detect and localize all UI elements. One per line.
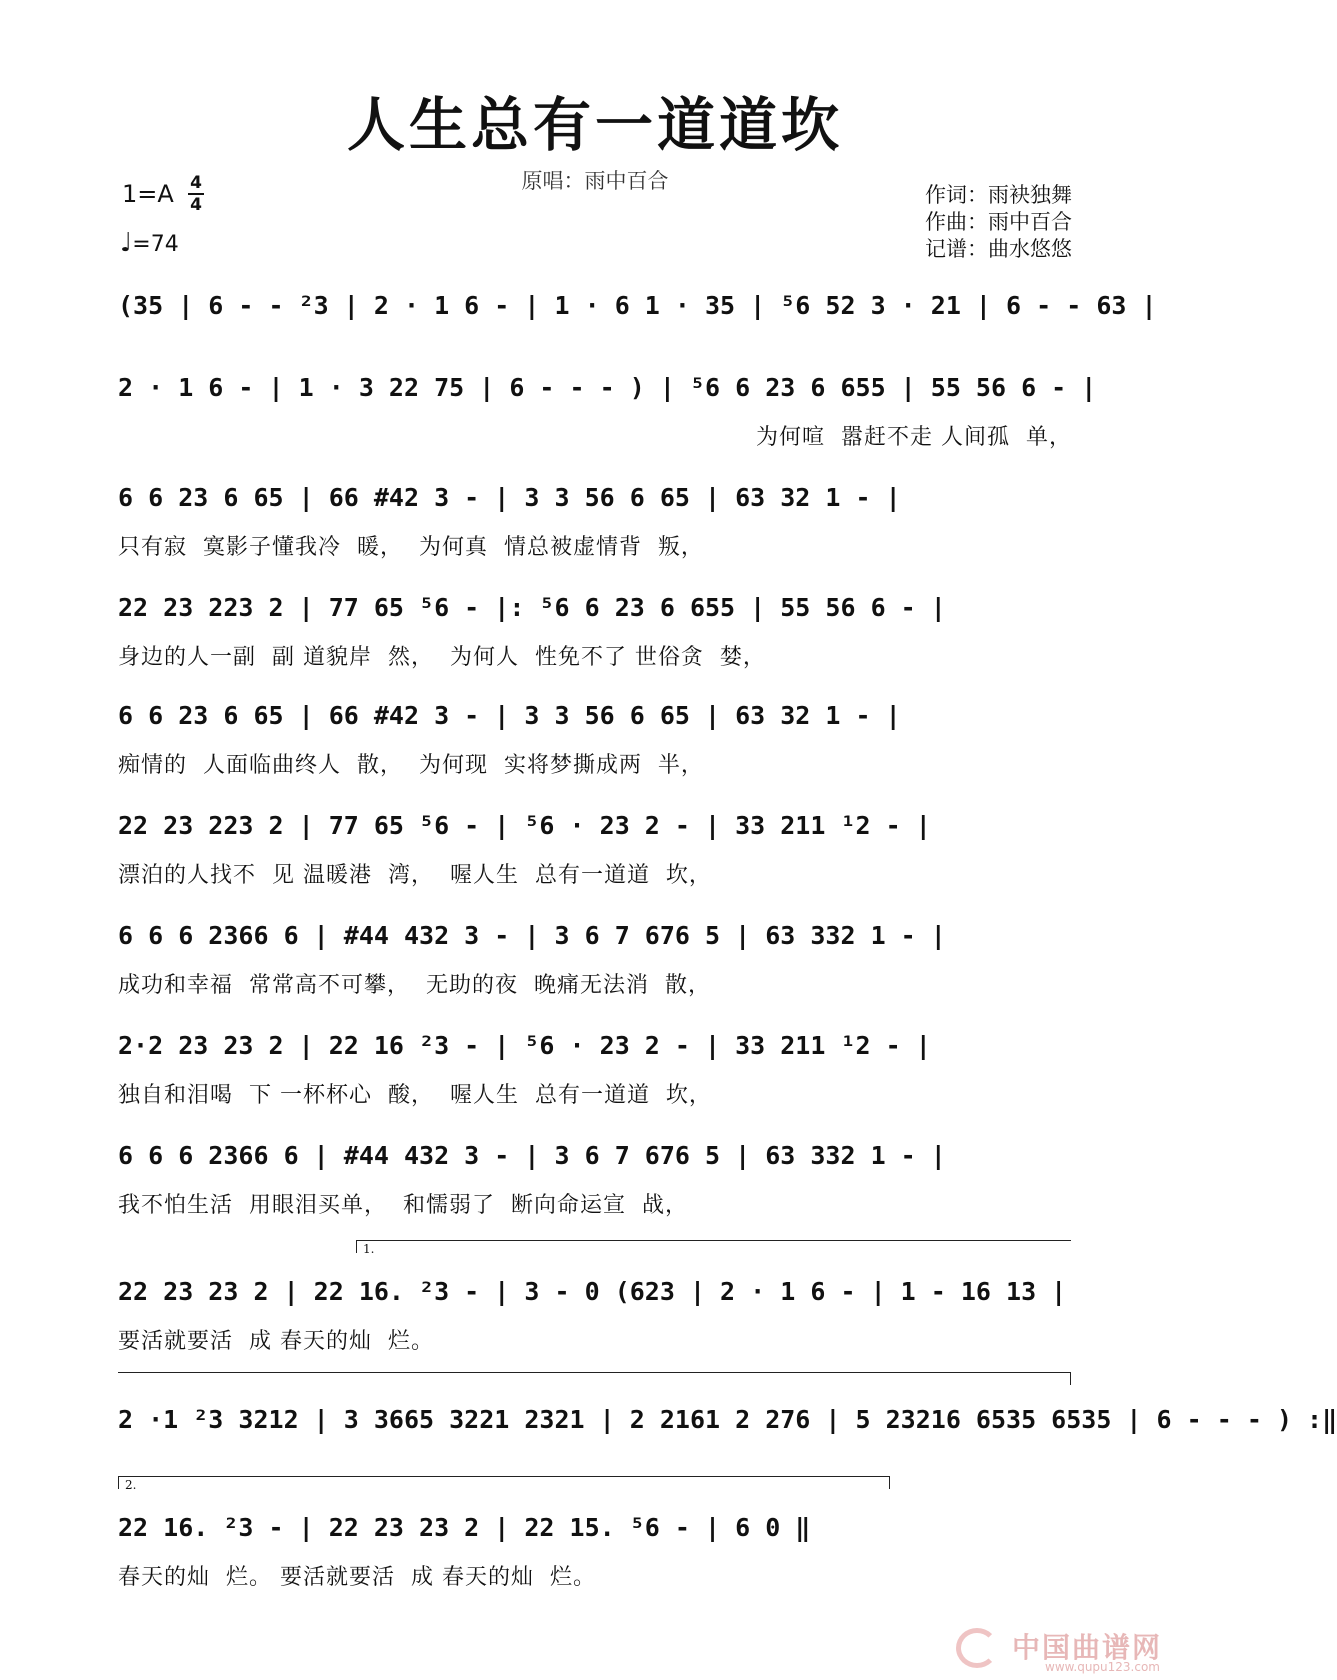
song-title: 人生总有一道道坎 xyxy=(346,91,843,159)
first-ending-bracket xyxy=(356,1240,1071,1256)
notation-line: 2 ·1 ²3 3212 | 3 3665 3221 2321 | 2 2161 2 276 | 5 23216 6535 6535 | 6 - - - ) :‖ xyxy=(118,1405,1337,1434)
notation-line: 22 16. ²3 - | 22 23 23 2 | 22 15. ⁵6 - | 6 0 ‖ xyxy=(118,1513,811,1542)
volta-label: 2. xyxy=(125,1478,137,1492)
notation-line: (35 | 6 - - ²3 | 2 · 1 6 - | 1 · 6 1 · 35 | ⁵6 52 3 · 21 | 6 - - 63 | xyxy=(118,291,1157,320)
quarter-note-icon: ♩ xyxy=(120,228,133,258)
tempo-value: =74 xyxy=(132,232,179,257)
tempo-marking xyxy=(120,228,179,258)
notation-line: 6 6 6 2366 6 | #44 432 3 - | 3 6 7 676 5 | 63 332 1 - | xyxy=(118,1141,946,1170)
key-signature: 1=A xyxy=(122,180,174,208)
notation-line: 2 · 1 6 - | 1 · 3 22 75 | 6 - - - ) | ⁵6 6 23 6 655 | 55 56 6 - | xyxy=(118,373,1097,402)
lyrics-line: 成功和幸福 常常高不可攀， 无助的夜 晚痛无法消 散， xyxy=(118,973,711,998)
notation-line: 2·2 23 23 2 | 22 16 ²3 - | ⁵6 · 23 2 - | 33 211 ¹2 - | xyxy=(118,1031,931,1060)
lyricist: 作词：雨袂独舞 xyxy=(925,183,1072,207)
second-ending-bracket xyxy=(118,1476,890,1492)
original-singer: 原唱：雨中百合 xyxy=(521,169,669,193)
watermark-logo-icon xyxy=(956,1628,998,1668)
lyrics-line: 为何喧 嚣赶不走 人间孤 单， xyxy=(756,425,1072,450)
time-signature xyxy=(186,174,206,214)
notation-line: 6 6 23 6 65 | 66 #42 3 - | 3 3 56 6 65 | 63 32 1 - | xyxy=(118,701,901,730)
watermark-url: www.qupu123.com xyxy=(1045,1660,1160,1674)
watermark-brand: 中国曲谱网 xyxy=(1011,1631,1162,1664)
first-ending-bracket-continued xyxy=(118,1372,1071,1385)
notation-line: 22 23 223 2 | 77 65 ⁵6 - | ⁵6 · 23 2 - | 33 211 ¹2 - | xyxy=(118,811,931,840)
composer: 作曲：雨中百合 xyxy=(925,210,1072,234)
lyrics-line: 只有寂 寞影子懂我冷 暖， 为何真 情总被虚情背 叛， xyxy=(118,535,704,560)
notation-line: 6 6 6 2366 6 | #44 432 3 - | 3 6 7 676 5 | 63 332 1 - | xyxy=(118,921,946,950)
transcriber: 记谱：曲水悠悠 xyxy=(925,237,1072,261)
lyrics-line: 痴情的 人面临曲终人 散， 为何现 实将梦撕成两 半， xyxy=(118,753,704,778)
volta-label: 1. xyxy=(363,1242,375,1256)
lyrics-line: 我不怕生活 用眼泪买单， 和懦弱了 断向命运宣 战， xyxy=(118,1193,688,1218)
notation-line: 22 23 223 2 | 77 65 ⁵6 - |: ⁵6 6 23 6 655 | 55 56 6 - | xyxy=(118,593,946,622)
credits xyxy=(925,182,1072,263)
lyrics-line: 春天的灿 烂。 要活就要活 成 春天的灿 烂。 xyxy=(118,1565,596,1590)
notation-line: 6 6 23 6 65 | 66 #42 3 - | 3 3 56 6 65 | 63 32 1 - | xyxy=(118,483,901,512)
lyrics-line: 漂泊的人找不 见 温暖港 湾， 喔人生 总有一道道 坎， xyxy=(118,863,712,888)
notation-line: 22 23 23 2 | 22 16. ²3 - | 3 - 0 (623 | 2 · 1 6 - | 1 - 16 13 | xyxy=(118,1277,1067,1306)
lyrics-line: 独自和泪喝 下 一杯杯心 酸， 喔人生 总有一道道 坎， xyxy=(118,1083,712,1108)
time-signature-top: 4 xyxy=(190,173,202,193)
lyrics-line: 身边的人一副 副 道貌岸 然， 为何人 性免不了 世俗贪 婪， xyxy=(118,645,766,670)
time-signature-bottom: 4 xyxy=(190,195,202,215)
lyrics-line: 要活就要活 成 春天的灿 烂。 xyxy=(118,1329,434,1354)
